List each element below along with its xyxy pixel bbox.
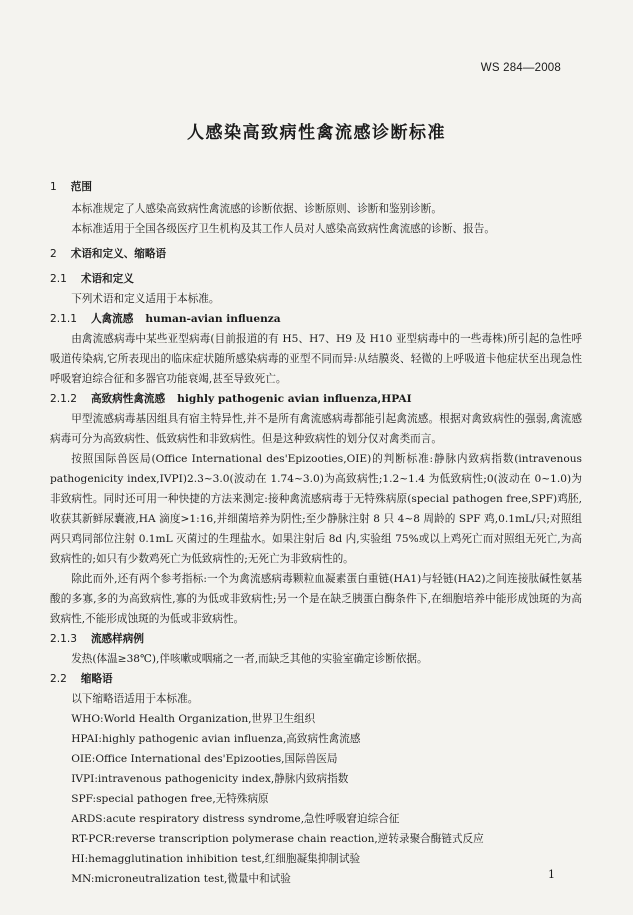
section-2-heading xyxy=(50,244,582,264)
page-number: 1 xyxy=(548,868,555,881)
paragraph: 本标准规定了人感染高致病性禽流感的诊断依据、诊断原则、诊断和鉴别诊断。 xyxy=(71,203,442,215)
section-number: 1 xyxy=(50,181,57,193)
document-body xyxy=(50,177,582,889)
paragraph: 本标准适用于全国各级医疗卫生机构及其工作人员对人感染高致病性禽流感的诊断、报告。 xyxy=(71,223,495,235)
section-number: 2.1.3 xyxy=(50,633,77,645)
section-number: 2.2 xyxy=(50,673,67,685)
paragraph: 甲型流感病毒基因组具有宿主特异性,并不是所有禽流感病毒都能引起禽流感。根据对禽致病性的强弱,禽流感病毒可分为高致病性、低致病性和非致病性。但是这种致病性的划分仅对禽类而言。 xyxy=(50,413,582,445)
section-title: 术语和定义 xyxy=(80,273,134,285)
abbreviation-item: OIE:Office International des'Epizooties,国际兽医局 xyxy=(71,753,338,765)
section-number: 2.1.2 xyxy=(50,393,77,405)
section-2-1-1-heading xyxy=(50,309,582,329)
paragraph: 发热(体温≥38℃),伴咳嗽或咽痛之一者,而缺乏其他的实验室确定诊断依据。 xyxy=(71,653,428,665)
section-title-english: human-avian influenza xyxy=(145,313,281,325)
abbreviation-item: RT-PCR:reverse transcription polymerase chain reaction,逆转录聚合酶链式反应 xyxy=(71,833,484,845)
abbreviation-item: HPAI:highly pathogenic avian influenza,高致病性禽流感 xyxy=(71,733,361,745)
paragraph: 以下缩略语适用于本标准。 xyxy=(71,693,199,705)
abbreviation-item: ARDS:acute respiratory distress syndrome,急性呼吸窘迫综合征 xyxy=(71,813,400,825)
section-2-2-heading xyxy=(50,669,582,689)
abbreviation-item: MN:microneutralization test,微量中和试验 xyxy=(71,873,291,885)
abbreviation-item: IVPI:intravenous pathogenicity index,静脉内致病指数 xyxy=(71,773,349,785)
section-title: 流感样病例 xyxy=(90,633,144,645)
section-1-heading xyxy=(50,177,582,197)
document-title: 人感染高致病性禽流感诊断标准 xyxy=(187,123,446,143)
section-number: 2.1.1 xyxy=(50,313,77,325)
paragraph: 按照国际兽医局(Office International des'Epizooties,OIE)的判断标准:静脉内致病指数(intravenous pathogenicity index,IVPI)2.3~3.0(波动在 1.74~3.0)为高致病性;1.2~1.4 为低致病性;0(波动在 0~1.0)为非致病性。同时还可用一种快捷的方法来测定:接种禽流感病毒于无特殊病原(special pathogen free,SPF)鸡胚,收获其新鲜尿囊液,HA 滴度>1:16,并细菌培养为阴性;至少静脉注射 8 只 4~8 周龄的 SPF 鸡,0.1mL/只;对照组两只鸡同部位注射 0.1mL 灭菌过的生理盐水。如果注射后 8d 内,实验组 75%或以上鸡死亡而对照组无死亡,为高致病性的;如只有少数鸡死亡为低致病性的;无死亡为非致病性的。 xyxy=(50,453,583,565)
section-2-1-2-heading xyxy=(50,389,582,409)
section-number: 2 xyxy=(50,248,57,260)
abbreviation-item: SPF:special pathogen free,无特殊病原 xyxy=(71,793,269,805)
section-title: 高致病性禽流感 xyxy=(90,393,166,405)
section-title: 缩略语 xyxy=(80,673,113,685)
abbreviation-item: HI:hemagglutination inhibition test,红细胞凝集抑制试验 xyxy=(71,853,361,865)
section-title-english: highly pathogenic avian influenza,HPAI xyxy=(177,393,412,405)
section-2-1-heading xyxy=(50,269,582,289)
section-2-1-3-heading xyxy=(50,629,582,649)
section-number: 2.1 xyxy=(50,273,67,285)
standard-code: WS 284—2008 xyxy=(480,62,561,74)
paragraph: 除此而外,还有两个参考指标:一个为禽流感病毒颗粒血凝素蛋白重链(HA1)与轻链(HA2)之间连接肽碱性氨基酸的多寡,多的为高致病性,寡的为低或非致病性;另一个是在缺乏胰蛋白酶条件下,在细胞培养中能形成蚀斑的为高致病性,不能形成蚀斑的为低或非致病性。 xyxy=(50,573,582,625)
section-title: 人禽流感 xyxy=(90,313,134,325)
section-title: 范围 xyxy=(70,181,92,193)
paragraph: 由禽流感病毒中某些亚型病毒(目前报道的有 H5、H7、H9 及 H10 亚型病毒中的一些毒株)所引起的急性呼吸道传染病,它所表现出的临床症状随所感染病毒的亚型不同而异:从结膜炎、轻微的上呼吸道卡他症状至出现急性呼吸窘迫综合征和多器官功能衰竭,甚至导致死亡。 xyxy=(50,333,582,385)
abbreviation-item: WHO:World Health Organization,世界卫生组织 xyxy=(71,713,316,725)
paragraph: 下列术语和定义适用于本标准。 xyxy=(71,293,220,305)
section-title: 术语和定义、缩略语 xyxy=(70,248,167,260)
